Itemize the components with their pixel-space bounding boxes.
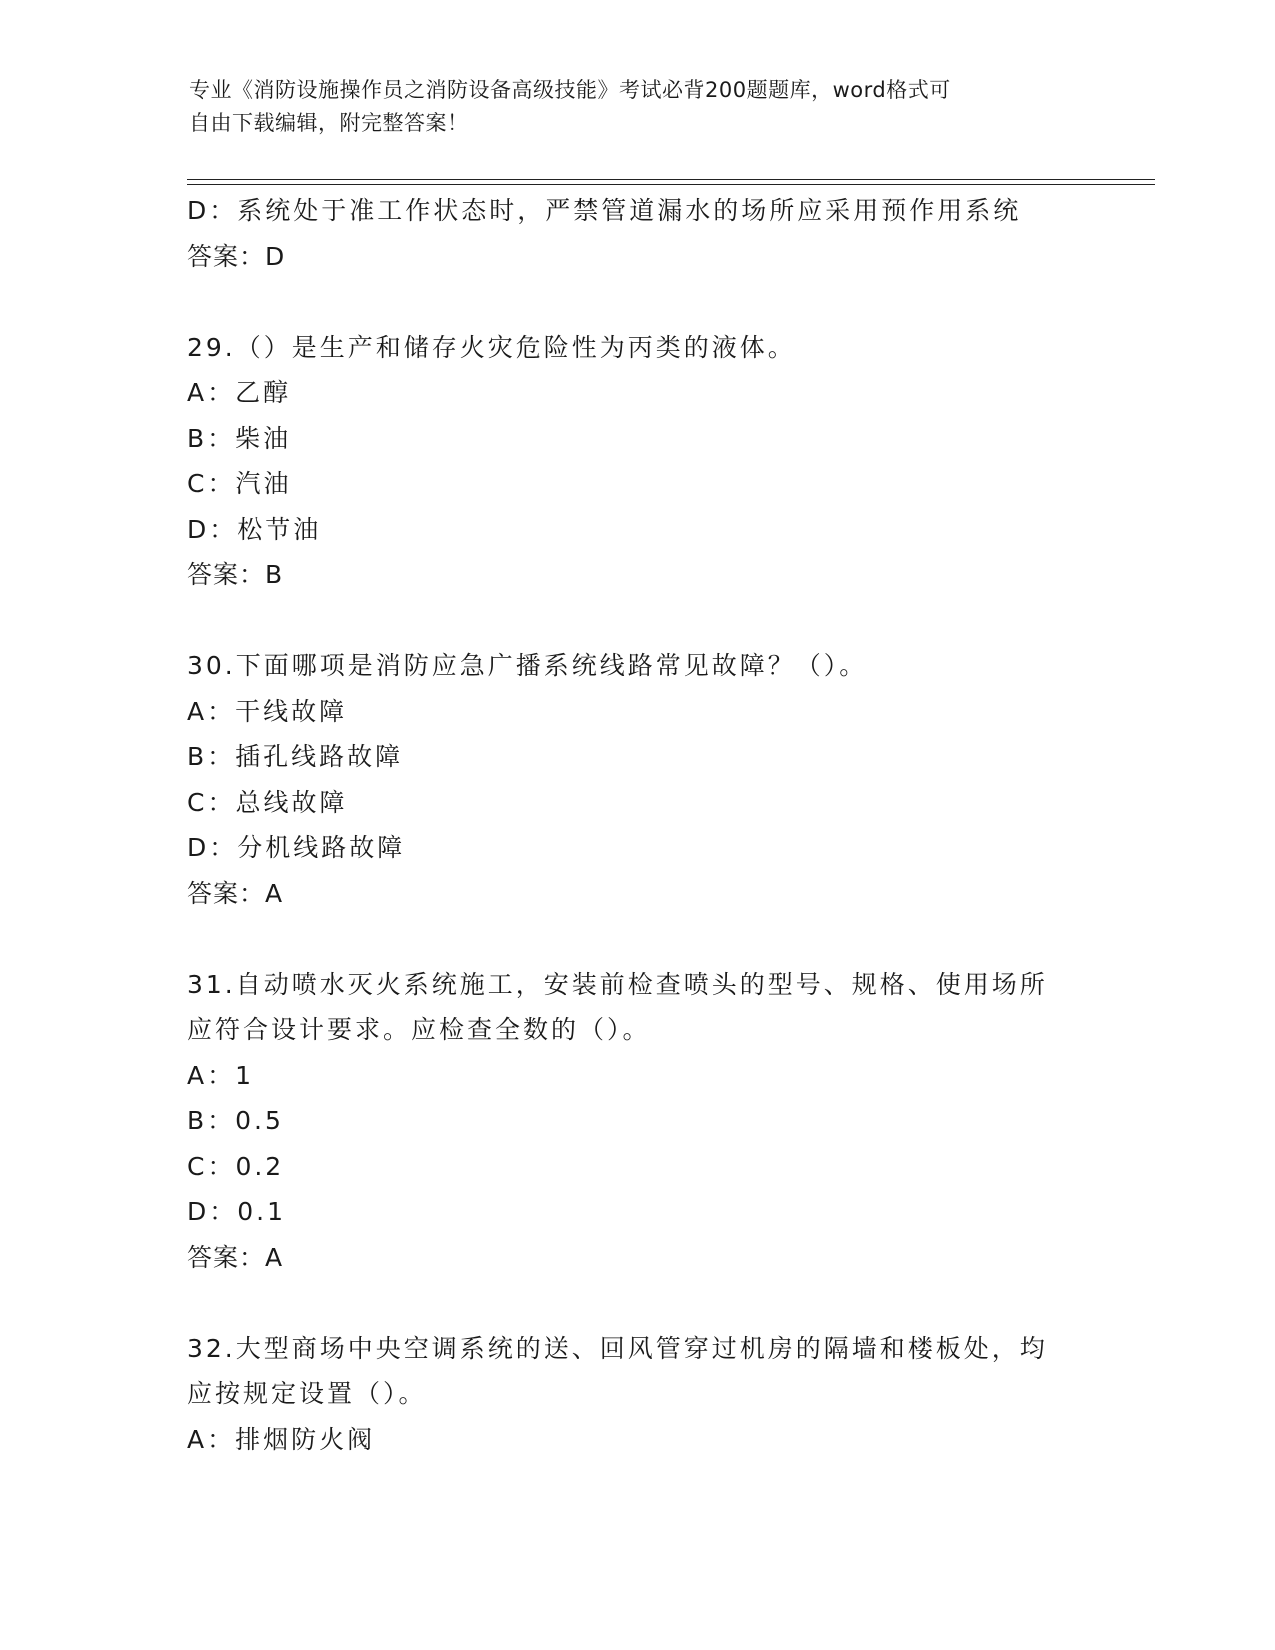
option-c-text: C：汽油 — [187, 469, 292, 498]
header-divider-top — [187, 179, 1155, 180]
option-a-text: A：1 — [187, 1060, 255, 1090]
answer-text: 答案：A — [187, 1242, 284, 1272]
spacer — [187, 1280, 1087, 1326]
option-d-text: D：分机线路故障 — [187, 833, 406, 862]
option-d-text: D：0.1 — [187, 1197, 287, 1226]
answer-text: 答案：B — [187, 560, 284, 589]
option-a-text: A：乙醇 — [187, 378, 292, 407]
question-stem: 32.大型商场中央空调系统的送、回风管穿过机房的隔墙和楼板处，均 — [187, 1333, 1048, 1363]
question-block-30 — [187, 643, 1087, 916]
option-b-text: B：插孔线路故障 — [187, 742, 404, 771]
option-d-text: D：系统处于准工作状态时，严禁管道漏水的场所应采用预作用系统 — [187, 196, 1022, 225]
document-header — [189, 74, 1089, 140]
question-list — [187, 188, 1087, 1462]
header-line-2: 自由下载编辑，附完整答案！ — [189, 111, 469, 135]
option-b-text: B：0.5 — [187, 1106, 284, 1135]
question-stem-continued: 应符合设计要求。应检查全数的（）。 — [187, 1015, 651, 1044]
option-a-text: A：干线故障 — [187, 696, 348, 726]
spacer — [187, 279, 1087, 325]
question-block-32 — [187, 1326, 1087, 1463]
option-b-text: B：柴油 — [187, 423, 292, 453]
question-stem: 31.自动喷水灭火系统施工，安装前检查喷头的型号、规格、使用场所 — [187, 969, 1048, 999]
spacer — [187, 916, 1087, 962]
answer-text: 答案：D — [187, 241, 286, 271]
option-c-text: C：总线故障 — [187, 787, 348, 817]
spacer — [187, 598, 1087, 644]
question-stem: 29.（）是生产和储存火灾危险性为丙类的液体。 — [187, 332, 796, 362]
question-stem: 30.下面哪项是消防应急广播系统线路常见故障？（）。 — [187, 651, 868, 680]
header-divider-bottom — [187, 184, 1155, 185]
option-a-text: A：排烟防火阀 — [187, 1424, 376, 1454]
question-stem-continued: 应按规定设置（）。 — [187, 1379, 427, 1408]
question-block-29 — [187, 325, 1087, 598]
question-block-31 — [187, 962, 1087, 1281]
header-line-1: 专业《消防设施操作员之消防设备高级技能》考试必背200题题库，word格式可 — [189, 78, 951, 102]
option-c-text: C：0.2 — [187, 1151, 285, 1181]
option-d-text: D：松节油 — [187, 514, 322, 544]
answer-text: 答案：A — [187, 878, 284, 908]
